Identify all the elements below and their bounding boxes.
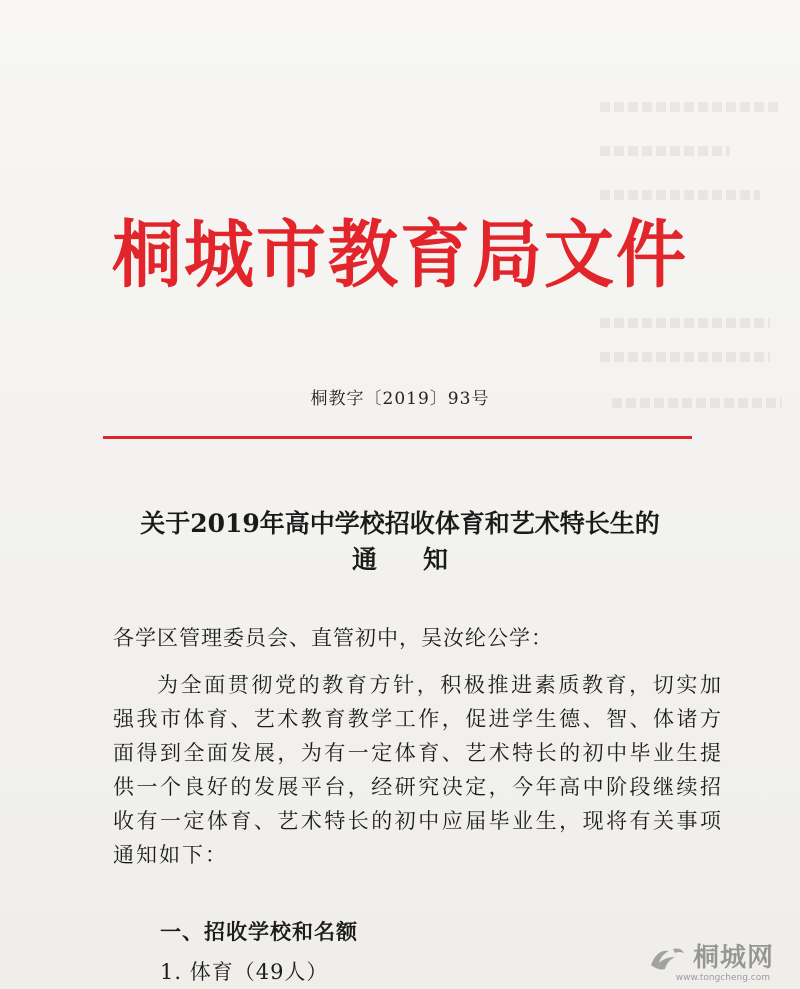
show-through-line (600, 146, 730, 156)
salutation: 各学区管理委员会、直管初中，吴汝纶公学： (113, 626, 553, 650)
issuing-office-header: 桐城市教育局文件 (112, 210, 688, 299)
show-through-line (600, 318, 770, 328)
section-heading: 一、招收学校和名额 (160, 920, 358, 944)
show-through-line (600, 190, 760, 200)
site-watermark (647, 943, 774, 973)
show-through-line (600, 352, 770, 362)
watermark-site-name: 桐城网 (692, 943, 774, 973)
watermark-logo-icon (647, 943, 687, 973)
notice-title-line2: 通知 (351, 545, 494, 574)
watermark-url: www.tongcheng.com (675, 973, 770, 983)
body-paragraph: 为全面贯彻党的教育方针，积极推进素质教育，切实加强我市体育、艺术教育教学工作，促进学生德、智、体诸方面得到全面发展，为有一定体育、艺术特长的初中毕业生提供一个良好的发展平台，经研究决定，今年高中阶段继续招收有一定体育、艺术特长的初中应届毕业生，现将有关事项通知如下： (113, 673, 723, 867)
notice-title-line1: 关于2019年高中学校招收体育和艺术特长生的 (140, 509, 660, 538)
red-divider-line (103, 436, 692, 439)
show-through-line (600, 102, 780, 112)
document-number: 桐教字〔2019〕93号 (310, 389, 490, 409)
list-item: 1. 体育（49人） (160, 960, 329, 984)
notice-title (0, 506, 800, 578)
